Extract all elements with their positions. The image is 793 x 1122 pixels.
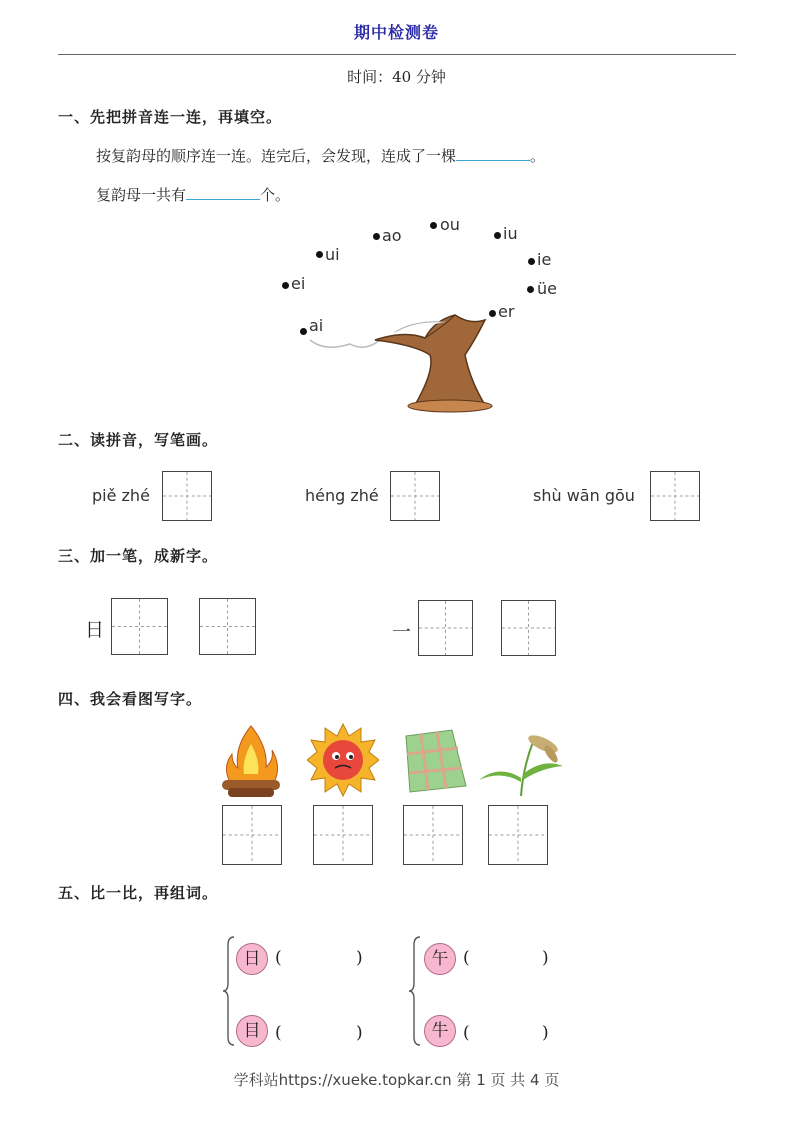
dot-ou[interactable] <box>430 222 437 229</box>
final-ie: ie <box>537 250 552 269</box>
apple-char-wu: 午 <box>424 943 456 975</box>
final-ei: ei <box>291 274 306 293</box>
writing-grid[interactable] <box>418 600 473 656</box>
apple-char-ri: 日 <box>236 943 268 975</box>
tree-answer-blank[interactable] <box>456 146 530 161</box>
writing-grid[interactable] <box>488 805 548 865</box>
section-2-heading: 二、读拼音，写笔画。 <box>58 431 219 449</box>
section-1-heading: 一、先把拼音连一连，再填空。 <box>58 108 283 126</box>
section-3-heading: 三、加一笔，成新字。 <box>58 547 219 565</box>
paren-open: ( <box>463 948 470 968</box>
writing-grid[interactable] <box>199 598 256 655</box>
tree-image <box>295 300 505 415</box>
paren-close: ) <box>542 948 549 968</box>
line-2-text: 复韵母一共有 <box>96 186 187 204</box>
dot-ei[interactable] <box>282 282 289 289</box>
left-brace <box>222 935 236 1047</box>
base-char-yi: 一 <box>392 621 412 643</box>
dot-ai[interactable] <box>300 328 307 335</box>
writing-grid[interactable] <box>403 805 463 865</box>
writing-grid[interactable] <box>650 471 700 521</box>
dot-er[interactable] <box>489 310 496 317</box>
paren-close: ) <box>356 948 363 968</box>
line-1-end: 。 <box>530 147 546 165</box>
final-ui: ui <box>325 245 340 264</box>
paren-close: ) <box>356 1023 363 1043</box>
line-1-text: 按复韵母的顺序连一连。连完后，会发现，连成了一棵 <box>96 147 457 165</box>
dot-ao[interactable] <box>373 233 380 240</box>
pinyin-pie-zhe: piě zhé <box>92 486 150 505</box>
sun-image <box>307 722 379 798</box>
exam-time: 时间：40 分钟 <box>347 68 446 86</box>
final-ue: üe <box>537 279 557 298</box>
writing-grid[interactable] <box>222 805 282 865</box>
dot-ue[interactable] <box>527 286 534 293</box>
dot-ui[interactable] <box>316 251 323 258</box>
writing-grid[interactable] <box>162 471 212 521</box>
dot-iu[interactable] <box>494 232 501 239</box>
page-footer: 学科站https://xueke.topkar.cn 第 1 页 共 4 页 <box>233 1071 560 1089</box>
dot-ie[interactable] <box>528 258 535 265</box>
final-ao: ao <box>382 226 402 245</box>
writing-grid[interactable] <box>313 805 373 865</box>
count-answer-blank[interactable] <box>186 185 260 200</box>
rice-image <box>477 728 565 798</box>
writing-grid[interactable] <box>501 600 556 656</box>
writing-grid[interactable] <box>111 598 168 655</box>
apple-char-niu: 牛 <box>424 1015 456 1047</box>
pinyin-heng-zhe: héng zhé <box>305 486 379 505</box>
paren-open: ( <box>275 948 282 968</box>
line-2-end: 个。 <box>260 186 291 204</box>
writing-grid[interactable] <box>390 471 440 521</box>
paren-open: ( <box>463 1023 470 1043</box>
section-1-line-1 <box>96 145 545 166</box>
final-ou: ou <box>440 215 460 234</box>
title-divider <box>58 54 736 55</box>
base-char-ri: 日 <box>85 619 105 641</box>
section-1-line-2 <box>96 184 290 205</box>
pinyin-shu-wan-gou: shù wān gōu <box>533 486 635 505</box>
final-iu: iu <box>503 224 518 243</box>
section-4-heading: 四、我会看图写字。 <box>58 690 203 708</box>
paren-close: ) <box>542 1023 549 1043</box>
page-title: 期中检测卷 <box>353 23 439 42</box>
final-er: er <box>498 302 515 321</box>
final-ai: ai <box>309 316 324 335</box>
fire-image <box>218 722 284 798</box>
section-5-heading: 五、比一比，再组词。 <box>58 884 219 902</box>
right-brace <box>408 935 422 1047</box>
paren-open: ( <box>275 1023 282 1043</box>
field-image <box>400 728 468 794</box>
apple-char-mu: 目 <box>236 1015 268 1047</box>
